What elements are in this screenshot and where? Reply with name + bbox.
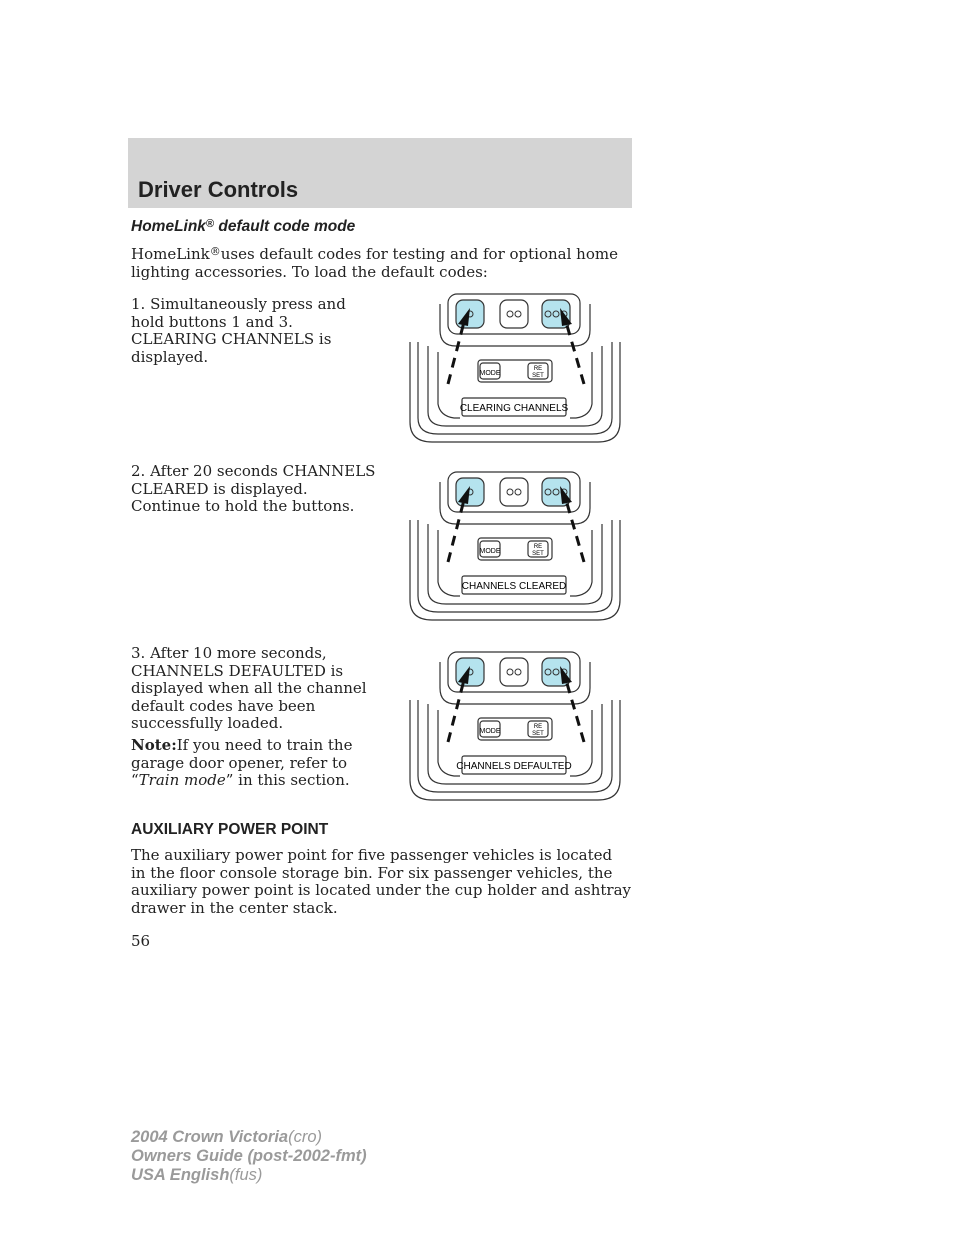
intro-paragraph <box>131 243 631 281</box>
note-label: Note: <box>131 736 177 754</box>
reset-label-top: RE <box>533 366 543 372</box>
reset-label-bottom: SET <box>532 373 544 379</box>
train-mode-reference: Train mode <box>138 771 226 789</box>
document-footer <box>131 1128 367 1185</box>
footer-language-code: (fus) <box>229 1166 263 1184</box>
page-header-title: Driver Controls <box>138 177 299 202</box>
step-1-text: 1. Simultaneously press and hold buttons 1 and 3. CLEARING CHANNELS is displayed. <box>131 295 346 366</box>
reset-label-top: RE <box>533 544 543 550</box>
reset-label-bottom: SET <box>532 731 544 737</box>
note-text: If you need to train the garage door opener, refer to “ <box>131 736 353 789</box>
console-illustration-step-3 <box>408 650 622 802</box>
display-message: CLEARING CHANNELS <box>459 403 569 414</box>
note-text-end: ” in this section. <box>225 771 350 789</box>
heading-brand: HomeLink <box>131 218 206 235</box>
button-2 <box>500 658 528 686</box>
mode-label: MODE <box>479 728 501 735</box>
header-band <box>128 138 632 208</box>
note-paragraph <box>131 737 377 790</box>
footer-model-code: (cro) <box>288 1128 323 1146</box>
reset-label-bottom: SET <box>532 551 544 557</box>
intro-brand: HomeLink <box>131 245 210 263</box>
display-message: CHANNELS DEFAULTED <box>456 761 572 772</box>
mode-label: MODE <box>479 370 501 377</box>
step-2-text: 2. After 20 seconds CHANNELS CLEARED is displayed. Continue to hold the buttons. <box>131 462 376 515</box>
heading-rest: default code mode <box>214 218 356 235</box>
mode-label: MODE <box>479 548 501 555</box>
page-number: 56 <box>131 932 151 950</box>
reset-label-top: RE <box>533 724 543 730</box>
console-illustration-step-1 <box>408 292 622 444</box>
button-2 <box>500 478 528 506</box>
section-heading <box>131 218 355 236</box>
registered-mark: ® <box>205 218 215 230</box>
step-3-text: 3. After 10 more seconds, CHANNELS DEFAULTED is displayed when all the channel default codes have been successfully loaded. <box>131 644 367 732</box>
footer-guide: Owners Guide (post-2002-fmt) <box>131 1147 367 1165</box>
aux-power-heading: AUXILIARY POWER POINT <box>131 821 329 838</box>
console-illustration-step-2 <box>408 470 622 622</box>
display-message: CHANNELS CLEARED <box>461 581 567 592</box>
aux-power-paragraph: The auxiliary power point for five passenger vehicles is located in the floor console storage bin. For six passenger vehicles, the auxiliary power point is located under the cup holder and ashtray drawer in the center stack. <box>131 846 631 917</box>
intro-registered-mark: ® <box>209 245 221 258</box>
button-2 <box>500 300 528 328</box>
intro-rest: uses default codes for testing and for optional home lighting accessories. To load the default codes: <box>131 245 618 281</box>
footer-model: 2004 Crown Victoria <box>131 1128 289 1146</box>
footer-language: USA English <box>131 1166 230 1184</box>
